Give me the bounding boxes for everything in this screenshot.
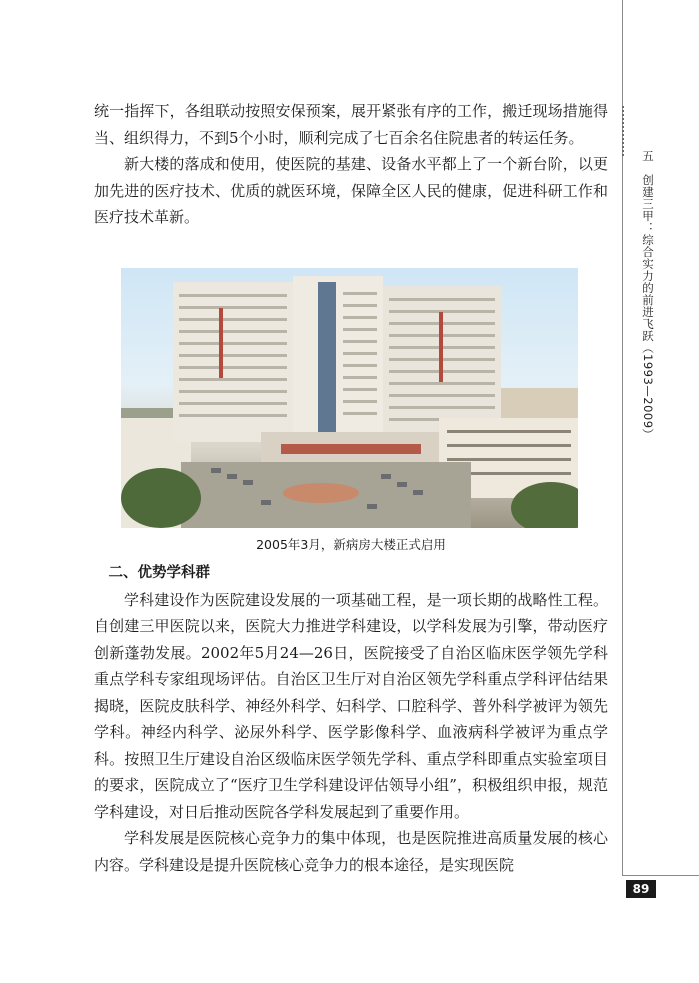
figure-caption: 2005年3月，新病房大楼正式启用 [256, 537, 446, 552]
paragraph: 新大楼的落成和使用，使医院的基建、设备水平都上了一个新台阶，以更加先进的医疗技术、优质的就医环境，保障全区人民的健康，促进科研工作和医疗技术革新。 [94, 155, 608, 226]
body-text-bottom [94, 560, 608, 878]
margin-dotted-rule [622, 106, 624, 156]
page-number: 89 [626, 880, 656, 898]
hospital-building-photo [121, 268, 578, 528]
paragraph: 统一指挥下，各组联动按照安保预案，展开紧张有序的工作，搬迁现场措施得当、组织得力，不到5个小时，顺利完成了七百余名住院患者的转运任务。 [94, 102, 608, 147]
section-heading: 二、优势学科群 [108, 565, 210, 581]
paragraph: 学科发展是医院核心竞争力的集中体现，也是医院推进高质量发展的核心内容。学科建设是提升医院核心竞争力的根本途径，是实现医院 [94, 829, 608, 874]
footer-rule [622, 875, 699, 876]
chapter-running-title: 五 创建三甲：综合实力的前进飞跃（1993—2009） [641, 150, 655, 441]
body-text-top [94, 98, 608, 231]
paragraph: 学科建设作为医院建设发展的一项基础工程，是一项长期的战略性工程。自创建三甲医院以来，医院大力推进学科建设，以学科发展为引擎，带动医疗创新蓬勃发展。2002年5月24—26日，医院接受了自治区临床医学领先学科重点学科专家组现场评估。自治区卫生厅对自治区领先学科重点学科评估结果揭晓，医院皮肤科学、神经外科学、妇科学、口腔科学、普外科学被评为领先学科。神经内科学、泌尿外科学、医学影像科学、血液病科学被评为重点学科。按照卫生厅建设自治区级临床医学领先学科、重点学科即重点实验室项目的要求，医院成立了“医疗卫生学科建设评估领导小组”，积极组织申报，规范学科建设，对日后推动医院各学科发展起到了重要作用。 [94, 590, 608, 821]
